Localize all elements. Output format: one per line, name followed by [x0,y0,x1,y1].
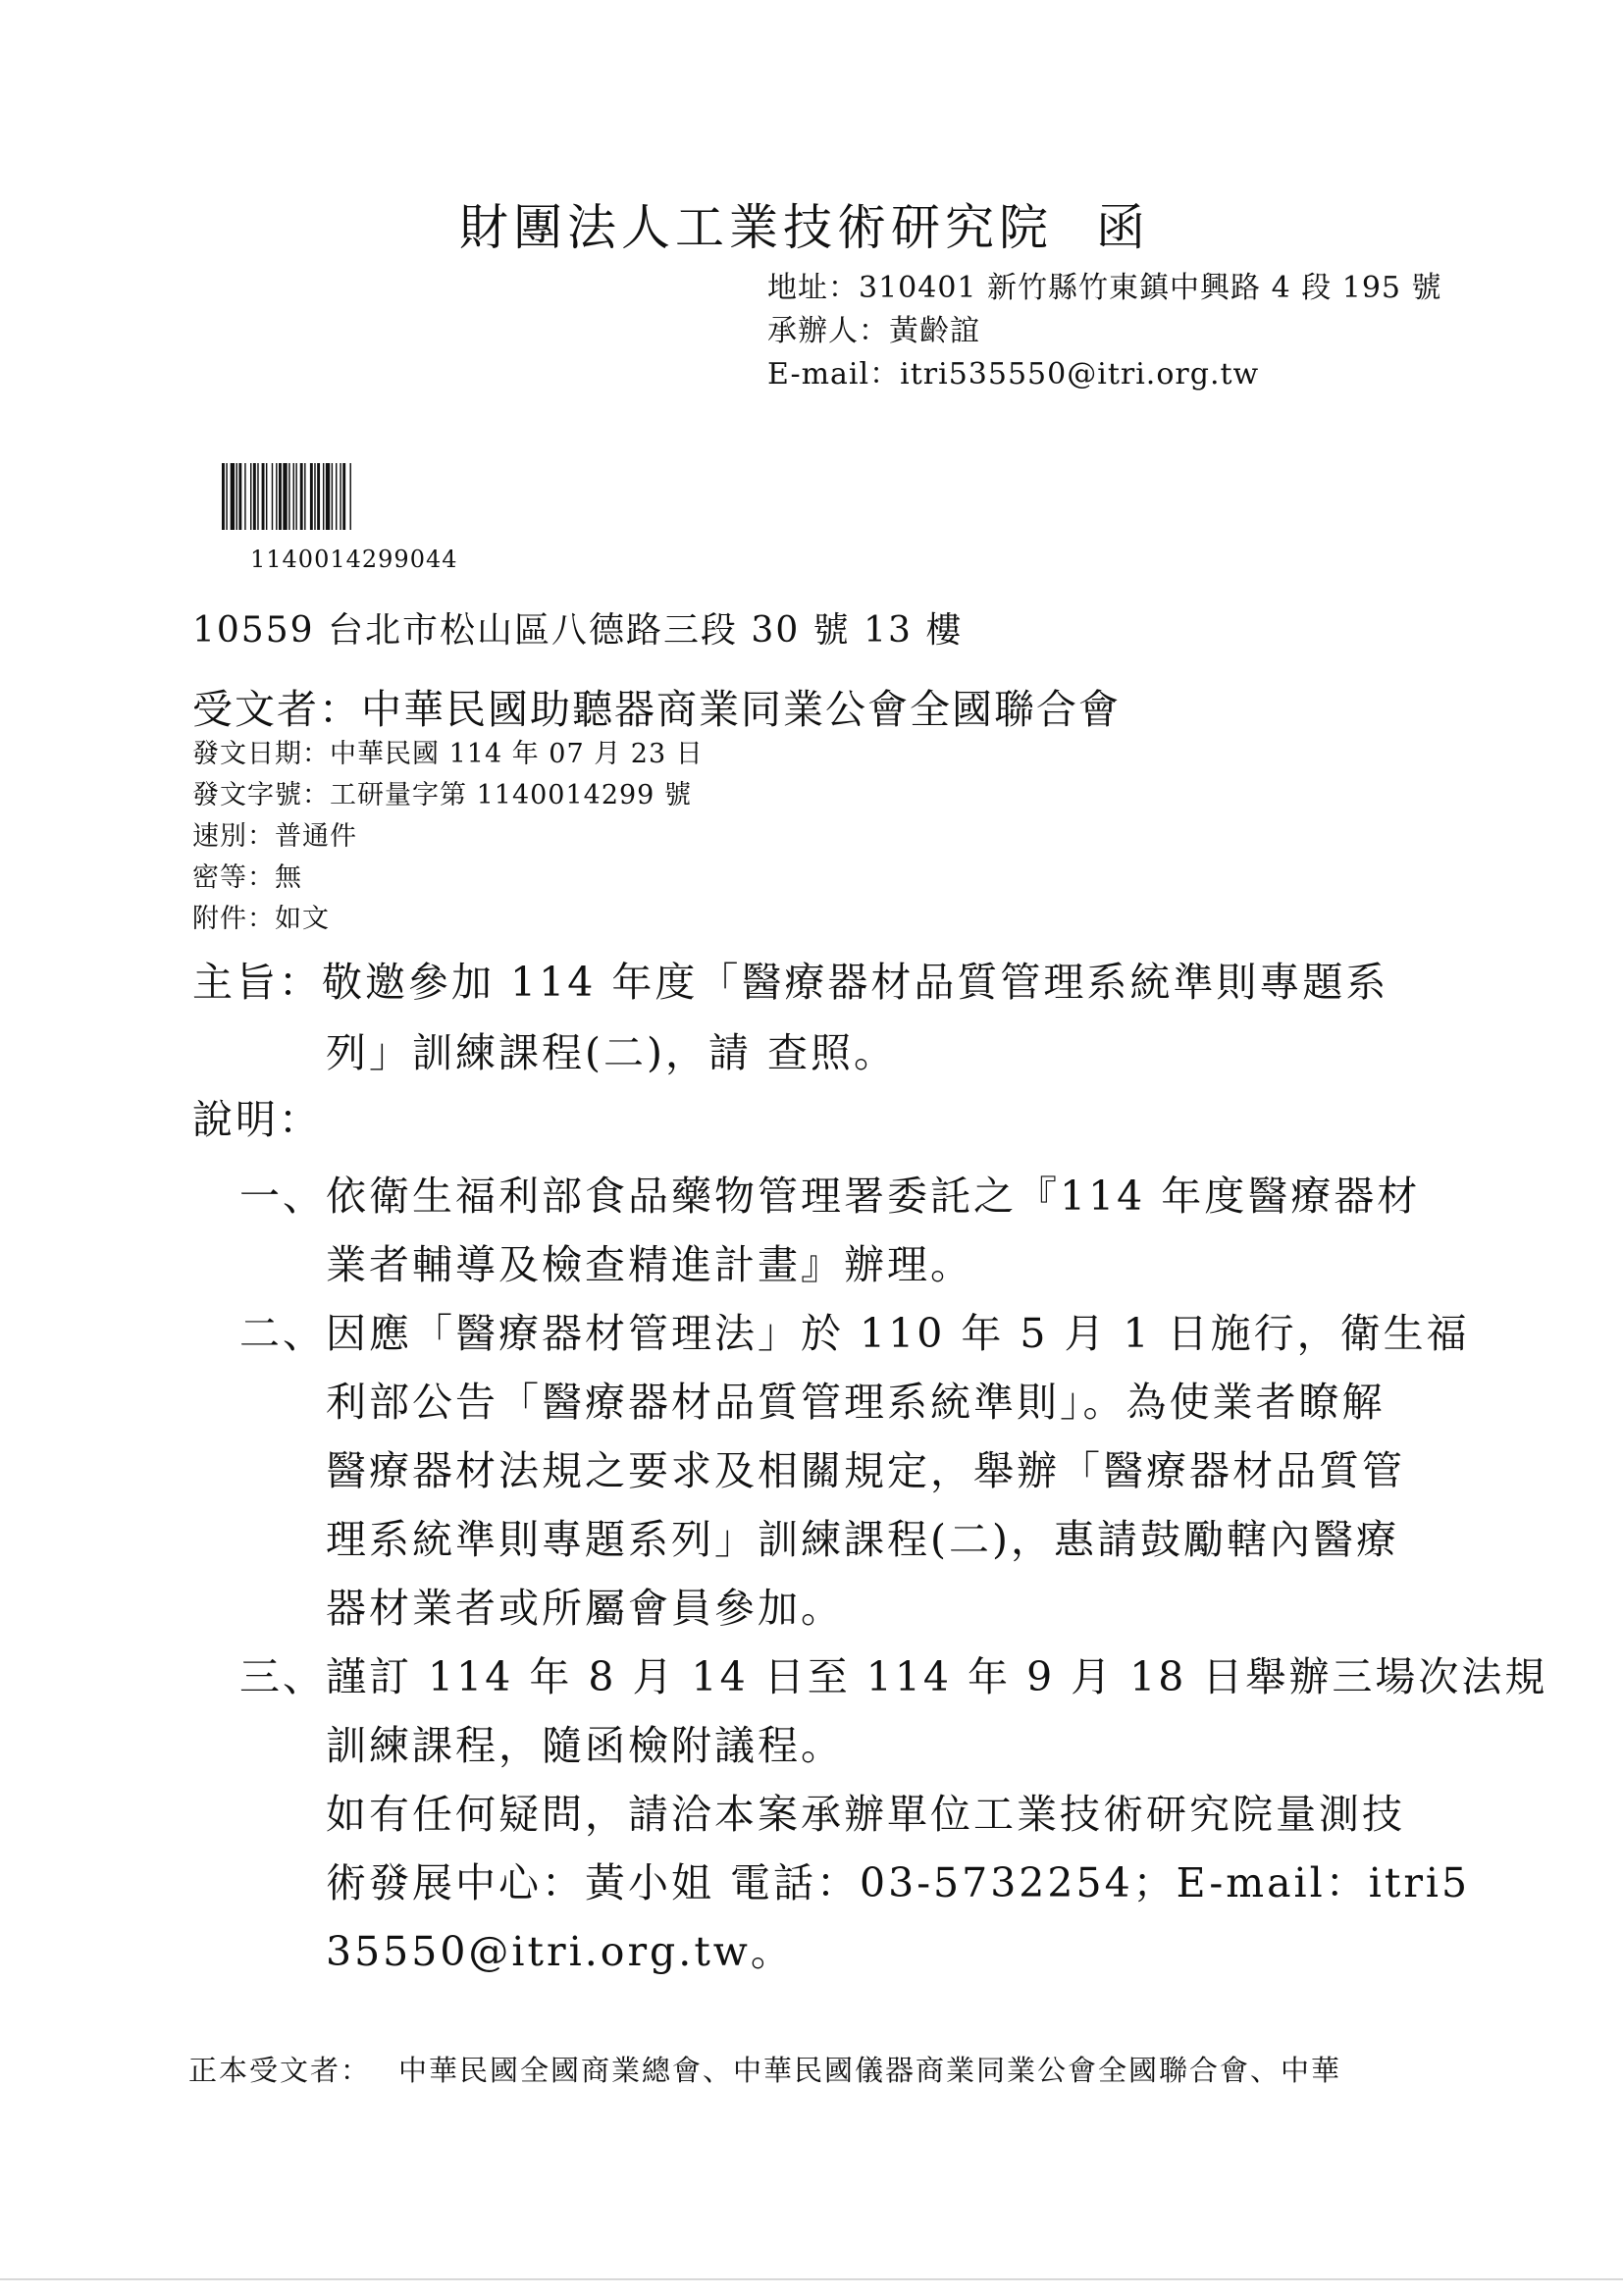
item-3-line-5: 35550@itri.org.tw。 [326,1928,794,1975]
org-name: 財團法人工業技術研究院 [459,199,1053,256]
item-2-line-5: 器材業者或所屬會員參加。 [326,1585,844,1632]
sender-email: E-mail：itri535550@itri.org.tw [767,357,1260,391]
item-1-line-1: 依衛生福利部食品藥物管理署委託之『114 年度醫療器材 [326,1173,1421,1220]
document-title [459,188,1150,259]
mailing-address: 10559 台北市松山區八德路三段 30 號 13 樓 [192,610,964,651]
item-3-number: 三、 [239,1653,326,1700]
sender-address: 地址：310401 新竹縣竹東鎮中興路 4 段 195 號 [767,271,1442,305]
sender-handler: 承辦人：黃齡誼 [767,314,980,348]
item-2-line-3: 醫療器材法規之要求及相關規定，舉辦「醫療器材品質管 [326,1447,1405,1494]
item-3-line-2: 訓練課程，隨函檢附議程。 [326,1722,844,1769]
cc-value: 中華民國全國商業總會、中華民國儀器商業同業公會全國聯合會、中華 [398,2054,1342,2087]
subject-line-2: 列」訓練課程(二)，請 查照。 [326,1029,898,1076]
item-2-line-2: 利部公告「醫療器材品質管理系統準則」。為使業者瞭解 [326,1379,1386,1426]
item-3-line-1: 謹訂 114 年 8 月 14 日至 114 年 9 月 18 日舉辦三場次法規 [326,1653,1548,1700]
issue-date: 發文日期：中華民國 114 年 07 月 23 日 [192,739,704,769]
explanation-heading: 說明： [192,1096,322,1143]
secrecy-class: 密等：無 [192,862,302,893]
cc-label: 正本受文者： [188,2054,372,2087]
barcode-image [222,463,467,530]
item-3-line-4: 術發展中心：黃小姐 電話：03-5732254；E-mail：itri5 [326,1859,1471,1906]
recipient-line: 受文者：中華民國助聽器商業同業公會全國聯合會 [192,686,1121,733]
item-3-line-3: 如有任何疑問，請洽本案承辦單位工業技術研究院量測技 [326,1791,1405,1838]
barcode-number: 1140014299044 [250,546,458,573]
subject-line-1: 主旨：敬邀參加 114 年度「醫療器材品質管理系統準則專題系 [192,959,1389,1006]
item-2-line-1: 因應「醫療器材管理法」於 110 年 5 月 1 日施行，衛生福 [326,1310,1470,1357]
item-1-number: 一、 [239,1173,326,1220]
speed-class: 速別：普通件 [192,821,357,852]
document-number: 發文字號：工研量字第 1140014299 號 [192,780,692,810]
item-2-number: 二、 [239,1310,326,1357]
page-bottom-divider [0,2278,1623,2280]
item-1-line-2: 業者輔導及檢查精進計畫』辦理。 [326,1241,973,1288]
attachment-info: 附件：如文 [192,904,330,934]
item-2-line-4: 理系統準則專題系列」訓練課程(二)，惠請鼓勵轄內醫療 [326,1516,1399,1563]
cc-recipients [188,2049,1341,2089]
doc-type: 函 [1096,199,1150,256]
